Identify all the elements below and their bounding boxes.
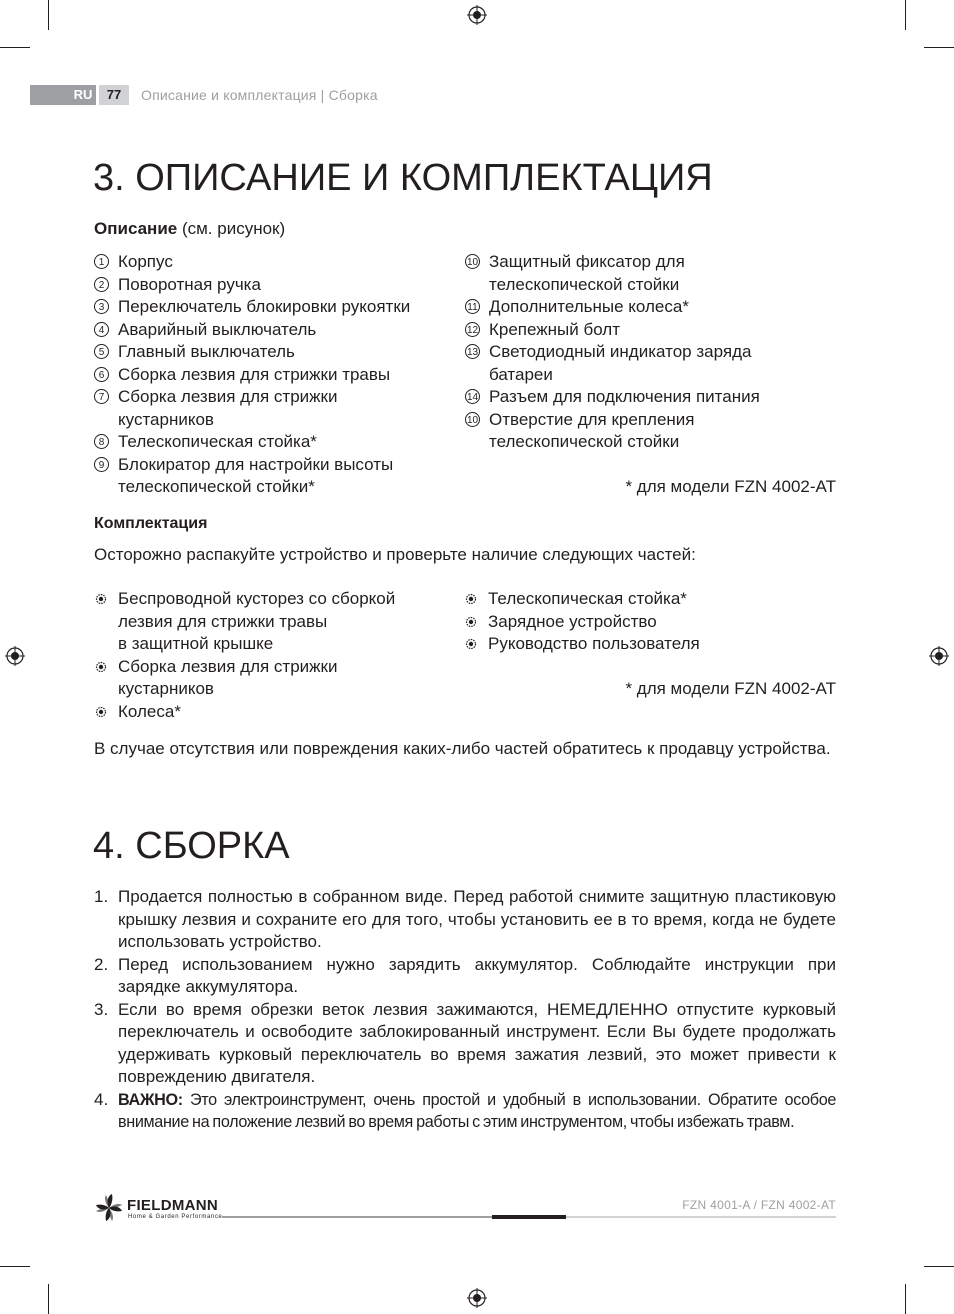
list-item bbox=[94, 319, 454, 342]
brand-tagline: Home & Garden Performance bbox=[128, 1214, 223, 1220]
list-item bbox=[94, 454, 454, 499]
item-label: телескопической стойки* bbox=[118, 477, 315, 496]
section-4-heading: 4. СБОРКА bbox=[93, 825, 290, 867]
crop-mark bbox=[905, 1284, 906, 1314]
list-item bbox=[94, 274, 454, 297]
item-label: Аварийный выключатель bbox=[118, 319, 317, 339]
bullet-icon bbox=[465, 616, 477, 628]
item-label: кустарников bbox=[118, 409, 214, 429]
crop-mark bbox=[0, 47, 30, 48]
step-text bbox=[118, 1091, 836, 1132]
list-item bbox=[94, 588, 454, 656]
assembly-steps bbox=[94, 886, 836, 1134]
list-item bbox=[465, 341, 837, 386]
header-language: RU bbox=[73, 87, 93, 102]
item-label: Главный выключатель bbox=[118, 342, 295, 361]
item-label: Дополнительные колеса* bbox=[489, 297, 689, 316]
description-label-line bbox=[94, 218, 285, 241]
kit-intro: Осторожно распакуйте устройство и проверьте наличие следующих частей: bbox=[94, 545, 696, 564]
list-item bbox=[465, 251, 837, 296]
item-label: Светодиодный индикатор заряда bbox=[489, 342, 752, 361]
bullet-icon bbox=[95, 706, 107, 718]
list-item bbox=[464, 611, 836, 634]
parts-list-right bbox=[465, 251, 837, 454]
kit-list-right bbox=[464, 588, 836, 656]
fieldmann-logo-icon bbox=[94, 1193, 124, 1223]
step-number: 2. bbox=[94, 954, 109, 974]
item-number: 11 bbox=[465, 299, 480, 314]
item-label: телескопической стойки bbox=[489, 274, 680, 294]
bullet-icon bbox=[95, 593, 107, 605]
list-item bbox=[465, 296, 837, 319]
item-label: Поворотная ручка bbox=[118, 274, 261, 294]
list-item bbox=[465, 386, 837, 409]
crop-mark bbox=[905, 0, 906, 30]
footer-rule-accent bbox=[492, 1215, 566, 1219]
list-item bbox=[94, 251, 454, 274]
step-text: Продается полностью в собранном виде. Перед работой снимите защитную пластиковую крышку лезвия и сохраните его для того, чтобы установить ее в то время, когда не будете использовать устройство. bbox=[118, 887, 836, 951]
item-label: телескопической стойки bbox=[489, 432, 680, 451]
item-label: Блокиратор для настройки высоты bbox=[118, 454, 394, 474]
list-item bbox=[94, 886, 836, 954]
list-item bbox=[94, 364, 454, 387]
bullet-icon bbox=[95, 661, 107, 673]
item-number: 9 bbox=[94, 457, 109, 472]
step-number: 4. bbox=[94, 1089, 109, 1109]
item-label: Отверстие для крепления bbox=[489, 409, 695, 429]
registration-mark-icon bbox=[929, 646, 949, 666]
footer-rule bbox=[222, 1216, 492, 1218]
item-label: Разъем для подключения питания bbox=[489, 387, 760, 406]
item-label: Переключатель блокировки рукоятки bbox=[118, 297, 411, 316]
missing-parts-note: В случае отсутствия или повреждения каких-либо частей обратитесь к продавцу устройства. bbox=[94, 739, 831, 758]
kit-model-note: * для модели FZN 4002-AT bbox=[625, 679, 836, 698]
item-label: Сборка лезвия для стрижки травы bbox=[118, 364, 391, 384]
parts-list-left bbox=[94, 251, 454, 499]
registration-mark-icon bbox=[467, 5, 487, 25]
description-label: Описание bbox=[94, 219, 178, 238]
item-number: 10 bbox=[465, 254, 480, 269]
item-label: батареи bbox=[489, 364, 553, 384]
list-item bbox=[464, 588, 836, 611]
crop-mark bbox=[48, 1284, 49, 1314]
item-label: Руководство пользователя bbox=[488, 634, 700, 653]
crop-mark bbox=[924, 1266, 954, 1267]
item-number: 2 bbox=[94, 277, 109, 292]
footer-rule bbox=[566, 1216, 836, 1218]
item-number: 3 bbox=[94, 299, 109, 314]
item-label: лезвия для стрижки травы bbox=[118, 611, 328, 631]
item-label: в защитной крышке bbox=[118, 634, 274, 653]
step-text: Перед использованием нужно зарядить аккумулятор. Соблюдайте инструкции при зарядке аккумулятора. bbox=[118, 954, 836, 996]
kit-list-left bbox=[94, 588, 454, 723]
footer-models: FZN 4001-A / FZN 4002-AT bbox=[682, 1198, 836, 1212]
list-item bbox=[94, 1089, 836, 1134]
description-note: (см. рисунок) bbox=[177, 219, 286, 238]
page-number: 77 bbox=[99, 85, 129, 105]
registration-mark-icon bbox=[467, 1288, 487, 1308]
list-item bbox=[465, 319, 837, 342]
item-number: 5 bbox=[94, 344, 109, 359]
item-label: Зарядное устройство bbox=[488, 611, 657, 631]
crop-mark bbox=[0, 1266, 30, 1267]
list-item bbox=[94, 656, 454, 701]
item-number: 12 bbox=[465, 322, 480, 337]
item-label: Телескопическая стойка* bbox=[118, 432, 317, 451]
item-number: 8 bbox=[94, 434, 109, 449]
important-label: ВАЖНО: bbox=[118, 1090, 183, 1109]
step-number: 3. bbox=[94, 999, 109, 1019]
item-label: Крепежный болт bbox=[489, 319, 621, 339]
list-item bbox=[94, 954, 836, 999]
item-number: 4 bbox=[94, 322, 109, 337]
item-label: Сборка лезвия для стрижки bbox=[118, 656, 338, 676]
item-label: Беспроводной кусторез со сборкой bbox=[118, 589, 396, 608]
item-number: 13 bbox=[465, 344, 480, 359]
list-item bbox=[464, 633, 836, 656]
list-item bbox=[94, 341, 454, 364]
item-label: Телескопическая стойка* bbox=[488, 589, 687, 608]
registration-mark-icon bbox=[5, 646, 25, 666]
item-label: кустарников bbox=[118, 679, 214, 698]
list-item bbox=[94, 296, 454, 319]
kit-label: Комплектация bbox=[94, 515, 208, 532]
brand-name: FIELDMANN bbox=[127, 1197, 219, 1214]
section-3-heading: 3. ОПИСАНИЕ И КОМПЛЕКТАЦИЯ bbox=[93, 157, 713, 199]
important-text: Это электроинструмент, очень простой и удобный в использовании. Обратите особое внимание на положение лезвий во время работы с этим инструментом, чтобы избежать травм. bbox=[118, 1090, 836, 1131]
item-label: Колеса* bbox=[118, 701, 181, 721]
item-number: 14 bbox=[465, 389, 480, 404]
item-number: 7 bbox=[94, 389, 109, 404]
list-item bbox=[94, 386, 454, 431]
crop-mark bbox=[924, 47, 954, 48]
item-number: 10 bbox=[465, 412, 480, 427]
crop-mark bbox=[48, 0, 49, 30]
bullet-icon bbox=[465, 593, 477, 605]
list-item bbox=[94, 431, 454, 454]
item-number: 6 bbox=[94, 367, 109, 382]
item-label: Защитный фиксатор для bbox=[489, 252, 685, 271]
header-title: Описание и комплектация | Сборка bbox=[141, 87, 378, 103]
list-item bbox=[94, 701, 454, 724]
item-number: 1 bbox=[94, 254, 109, 269]
item-label: Корпус bbox=[118, 252, 173, 271]
bullet-icon bbox=[465, 638, 477, 650]
model-note: * для модели FZN 4002-AT bbox=[625, 477, 836, 496]
list-item bbox=[94, 999, 836, 1089]
item-label: Сборка лезвия для стрижки bbox=[118, 387, 338, 406]
step-number: 1. bbox=[94, 887, 109, 906]
list-item bbox=[465, 409, 837, 454]
step-text: Если во время обрезки веток лезвия зажимаются, НЕМЕДЛЕННО отпустите курковый переключатель и освободите заблокированный инструмент. Если Вы будете продолжать удерживать курковый переключатель во время зажатия лезвий, это может привести к повреждению двигателя. bbox=[118, 999, 836, 1086]
